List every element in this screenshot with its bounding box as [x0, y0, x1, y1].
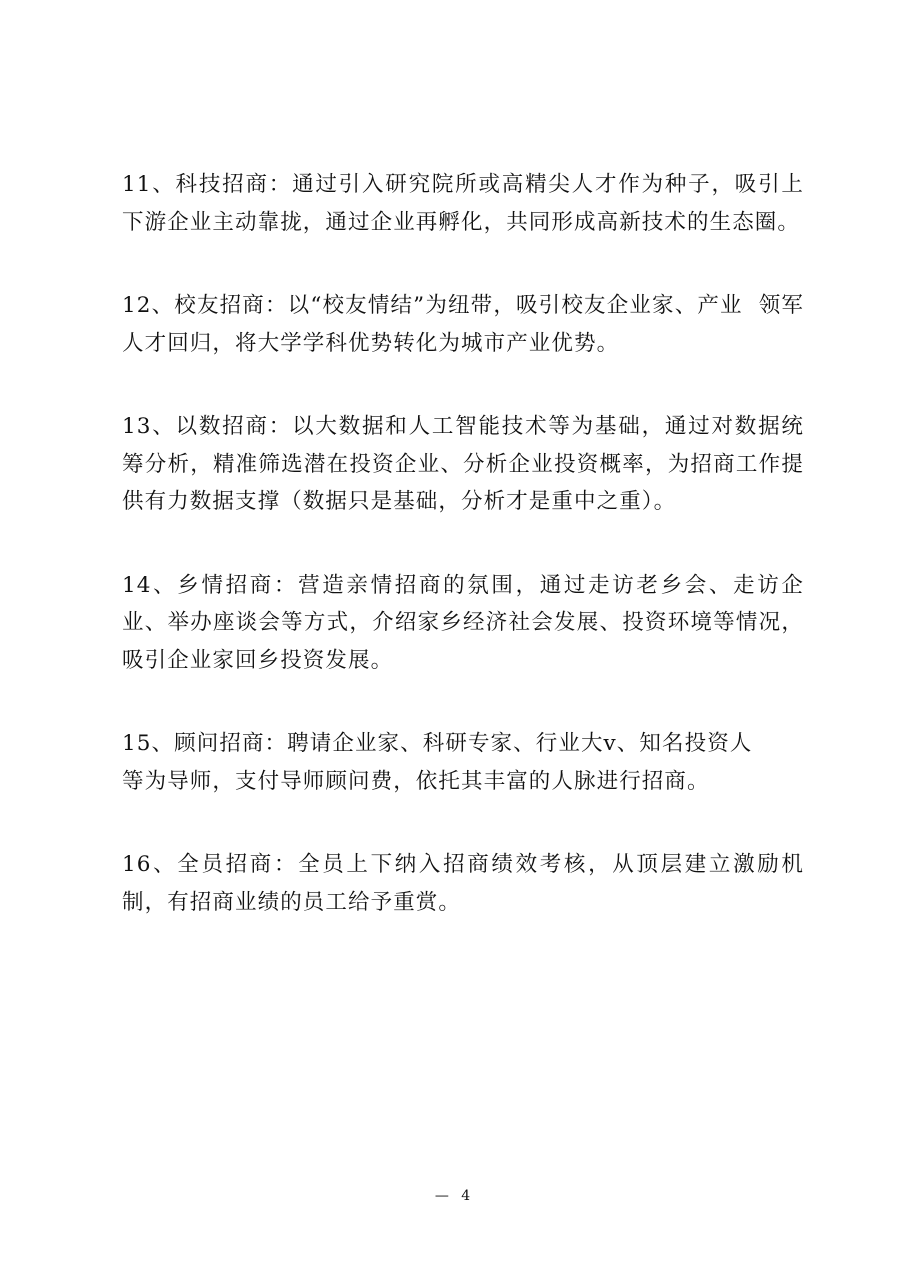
page-number: — 4: [434, 1188, 475, 1204]
paragraph-hometown-investment: 14、乡情招商：营造亲情招商的氛围，通过走访老乡会、走访企业、举办座谈会等方式，介绍家乡经济社会发展、投资环境等情况，吸引企业家回乡投资发展。: [122, 572, 804, 673]
document-body: [122, 166, 804, 967]
paragraph-all-staff-investment: 16、全员招商：全员上下纳入招商绩效考核，从顶层建立激励机制，有招商业绩的员工给予重赏。: [122, 852, 804, 915]
paragraph-data-investment: 13、以数招商：以大数据和人工智能技术等为基础，通过对数据统筹分析，精准筛选潜在投资企业、分析企业投资概率，为招商工作提供有力数据支撑（数据只是基础，分析才是重中之重）。: [122, 414, 804, 514]
paragraph-tech-investment: 11、科技招商：通过引入研究院所或高精尖人才作为种子，吸引上下游企业主动靠拢，通过企业再孵化，共同形成高新技术的生态圈。: [122, 172, 804, 235]
paragraph-advisor-investment: 15、顾问招商：聘请企业家、科研专家、行业大v、知名投资人 等为导师，支付导师顾问费，依托其丰富的人脉进行招商。: [122, 731, 753, 794]
paragraph-alumni-investment: 12、校友招商：以“校友情结”为纽带，吸引校友企业家、产业 领军人才回归，将大学学科优势转化为城市产业优势。: [122, 293, 804, 356]
